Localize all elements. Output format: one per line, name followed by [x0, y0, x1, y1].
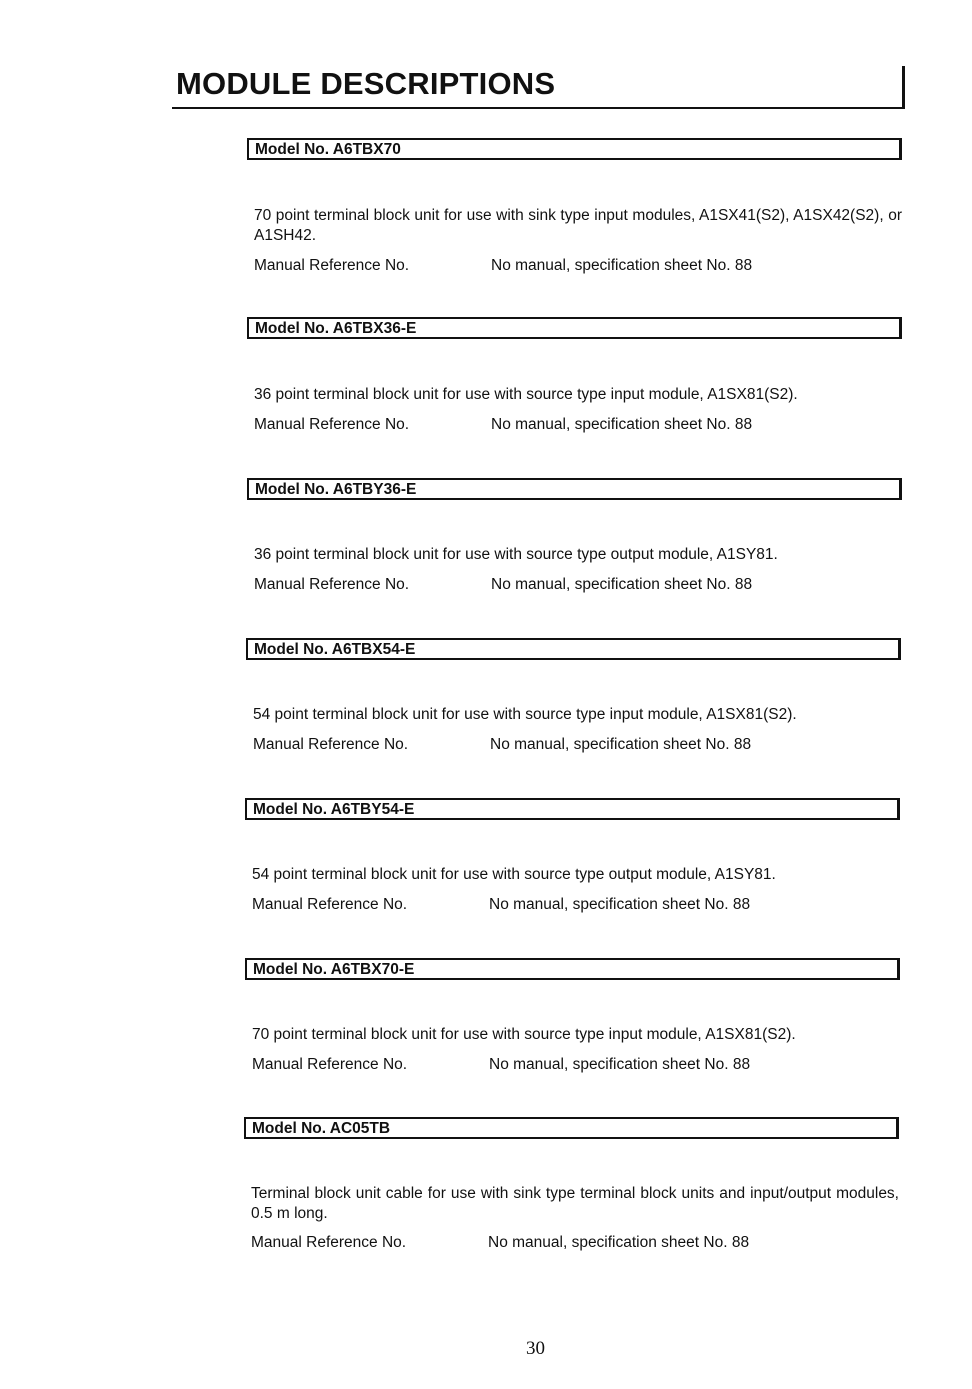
- page-number: 30: [526, 1338, 545, 1359]
- manual-reference-label: Manual Reference No.: [252, 1056, 408, 1073]
- model-description: 70 point terminal block unit for use with sink type input modules, A1SX41(S2), A1SX42(S2), or A1SH42.: [254, 207, 902, 244]
- model-header-a6tbx54-e: Model No. A6TBX54-E: [246, 638, 901, 660]
- manual-reference-label: Manual Reference No.: [253, 736, 409, 753]
- model-description: 54 point terminal block unit for use with source type output module, A1SY81.: [252, 866, 776, 883]
- manual-reference-value: No manual, specification sheet No. 88: [489, 896, 751, 913]
- model-description: Terminal block unit cable for use with sink type terminal block units and input/output modules, 0.5 m long.: [251, 1185, 899, 1222]
- model-description: 36 point terminal block unit for use with source type input module, A1SX81(S2).: [254, 386, 798, 403]
- title-underline: [172, 107, 904, 109]
- model-header-a6tby36-e: Model No. A6TBY36-E: [247, 478, 902, 500]
- manual-reference-value: No manual, specification sheet No. 88: [491, 416, 753, 433]
- model-header-a6tbx70: Model No. A6TBX70: [247, 138, 902, 160]
- manual-reference-value: No manual, specification sheet No. 88: [489, 1056, 751, 1073]
- manual-reference-value: No manual, specification sheet No. 88: [491, 257, 753, 274]
- model-header-ac05tb: Model No. AC05TB: [244, 1117, 899, 1139]
- model-header-a6tbx36-e: Model No. A6TBX36-E: [247, 317, 902, 339]
- model-description: 36 point terminal block unit for use with source type output module, A1SY81.: [254, 546, 778, 563]
- manual-reference-label: Manual Reference No.: [254, 576, 410, 593]
- title-right-bar: [902, 66, 905, 109]
- model-description: 70 point terminal block unit for use with source type input module, A1SX81(S2).: [252, 1026, 796, 1043]
- manual-reference-label: Manual Reference No.: [254, 257, 410, 274]
- model-header-a6tbx70-e: Model No. A6TBX70-E: [245, 958, 900, 980]
- manual-reference-value: No manual, specification sheet No. 88: [488, 1234, 750, 1251]
- manual-reference-label: Manual Reference No.: [254, 416, 410, 433]
- manual-reference-label: Manual Reference No.: [251, 1234, 407, 1251]
- manual-reference-label: Manual Reference No.: [252, 896, 408, 913]
- manual-reference-value: No manual, specification sheet No. 88: [490, 736, 752, 753]
- model-header-a6tby54-e: Model No. A6TBY54-E: [245, 798, 900, 820]
- page-title: MODULE DESCRIPTIONS: [176, 66, 556, 101]
- manual-reference-value: No manual, specification sheet No. 88: [491, 576, 753, 593]
- model-description: 54 point terminal block unit for use with source type input module, A1SX81(S2).: [253, 706, 797, 723]
